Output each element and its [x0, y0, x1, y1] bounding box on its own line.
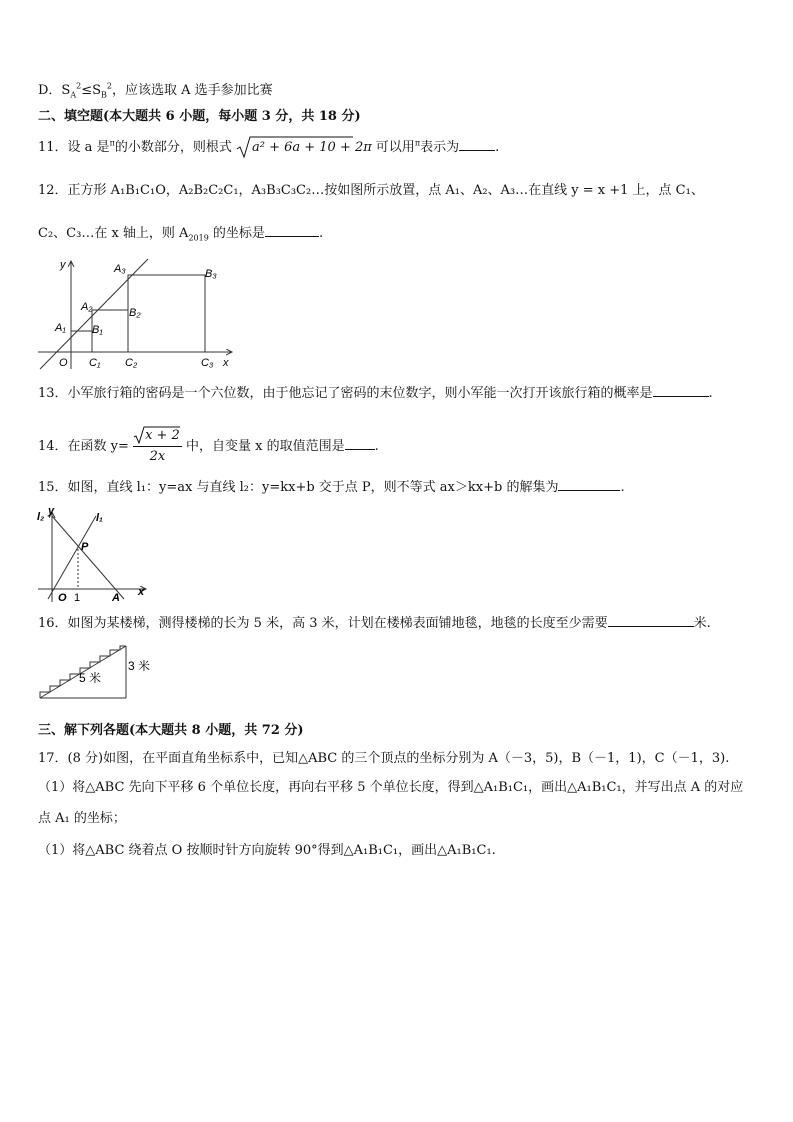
q14-text-a: 14．在函数 y= [38, 439, 129, 454]
fig12-a2-label: A₂ [81, 301, 93, 313]
question-17-line-1: 17．(8 分)如图，在平面直角坐标系中，已知△ABC 的三个顶点的坐标分别为 A（－3，5)，B（－1，1)，C（－1，3). [38, 751, 730, 766]
fig12-a1-label: A₁ [55, 322, 66, 334]
fig12-o-label: O [59, 357, 68, 369]
question-14 [38, 426, 379, 467]
question-13 [38, 384, 713, 403]
q11-pi-1: π [109, 138, 115, 148]
q14-answer-blank[interactable] [345, 437, 375, 450]
fig12-a3-label: A₃ [114, 263, 126, 275]
fig15-x-label: x [138, 586, 145, 598]
q14-radicand: x + 2 [145, 428, 180, 443]
q12-sub: 2019 [188, 233, 209, 243]
fig12-x-label: x [223, 357, 229, 369]
figure-12-squares [36, 255, 246, 375]
line-l1 [48, 516, 96, 599]
q14-numerator [133, 426, 182, 447]
q16-answer-blank[interactable] [608, 614, 694, 627]
fig16-length-label: 5 米 [79, 671, 102, 685]
q11-text-d: 表示为 [420, 140, 460, 155]
fig15-a-label: A [112, 592, 120, 604]
q14-denominator: 2x [149, 449, 166, 464]
section-3-title: 三、解下列各题(本大题共 8 小题，共 72 分) [38, 723, 304, 738]
q11-text-c: 可以用 [375, 140, 415, 155]
q15-end: . [620, 480, 625, 495]
radical-sign-icon [236, 135, 354, 159]
fig16-height-label: 3 米 [128, 659, 151, 673]
q11-radicand: a² + 6a + 10 + 2π [251, 139, 372, 155]
radical-sign-icon [133, 426, 181, 444]
option-d-sup-b: 2 [106, 81, 113, 91]
q12-end: . [318, 226, 324, 241]
q14-text-b: 中，自变量 x 的取值范围是 [185, 439, 345, 454]
q11-answer-blank[interactable] [459, 138, 495, 151]
option-d [38, 82, 273, 100]
fig15-y-label: y [48, 505, 55, 517]
q14-end: . [374, 439, 379, 454]
q16-text: 16．如图为某楼梯，测得楼梯的长为 5 米，高 3 米，计划在楼梯表面铺地毯，地毯的长度至少需要 [38, 616, 608, 631]
question-15 [38, 478, 625, 497]
line-l2 [52, 516, 124, 599]
option-d-sub-a: A [70, 90, 77, 100]
question-17-line-3: 点 A₁ 的坐标； [38, 811, 126, 826]
fig15-o-label: O [58, 592, 67, 604]
q13-text: 13．小军旅行箱的密码是一个六位数，由于他忘记了密码的末位数字，则小军能一次打开该旅行箱的概率是 [38, 386, 653, 401]
option-d-sup-a: 2 [76, 81, 82, 91]
question-16 [38, 614, 711, 633]
q11-end: . [495, 140, 500, 155]
figure-15-lines [34, 504, 154, 604]
q14-fraction [133, 426, 182, 467]
question-17-line-4: （1）将△ABC 绕着点 O 按顺时针方向旋转 90°得到△A₁B₁C₁，画出△A₁B₁C₁. [38, 843, 496, 858]
q12-answer-blank[interactable] [265, 224, 319, 237]
fig15-l2-label: l₂ [37, 511, 45, 523]
q11-pi-2: π [414, 138, 421, 148]
q15-text: 15．如图，直线 l₁：y=ax 与直线 l₂：y=kx+b 交于点 P，则不等式 ax＞kx+b 的解集为 [38, 480, 559, 495]
option-d-prefix: D．S [38, 83, 71, 98]
q12-text-a: C₂、C₃…在 x 轴上，则 A [38, 226, 189, 241]
option-d-sub-b: B [101, 90, 107, 100]
q11-text-b: 的小数部分，则根式 [114, 140, 232, 155]
fig15-l1-label: l₁ [96, 512, 103, 524]
q13-end: . [708, 386, 713, 401]
question-17-line-2: （1）将△ABC 先向下平移 6 个单位长度，再向右平移 5 个单位长度，得到△A₁B₁C₁，画出△A₁B₁C₁，并写出点 A 的对应 [38, 780, 744, 795]
section-2-title: 二、填空题(本大题共 6 小题，每小题 3 分，共 18 分) [38, 109, 361, 124]
question-12-line-2 [38, 224, 323, 243]
question-12-line-1: 12．正方形 A₁B₁C₁O，A₂B₂C₂C₁，A₃B₃C₃C₂…按如图所示放置，点 A₁、A₂、A₃…在直线 y = x +1 上，点 C₁、 [38, 183, 704, 198]
q11-radical [236, 139, 376, 157]
fig12-b2-label: B₂ [129, 307, 141, 319]
fig12-c1-label: C₁ [89, 357, 101, 369]
option-d-mid: ≤S [81, 83, 102, 98]
question-11 [38, 138, 499, 157]
fig12-b1-label: B₁ [92, 324, 103, 336]
q12-text-b: 的坐标是 [208, 226, 265, 241]
fig15-p-label: P [81, 541, 89, 553]
q16-end: 米. [693, 616, 711, 631]
fig12-b3-label: B₃ [205, 268, 217, 280]
fig15-one-label: 1 [74, 592, 81, 604]
q13-answer-blank[interactable] [653, 384, 709, 397]
fig12-y-label: y [60, 259, 66, 271]
fig12-c3-label: C₃ [201, 357, 214, 369]
q11-text-a: 11．设 a 是 [38, 140, 110, 155]
fig12-c2-label: C₂ [125, 357, 138, 369]
q15-answer-blank[interactable] [558, 478, 620, 491]
figure-16-staircase [36, 640, 166, 704]
option-d-suffix: ，应该选取 A 选手参加比赛 [112, 83, 273, 98]
